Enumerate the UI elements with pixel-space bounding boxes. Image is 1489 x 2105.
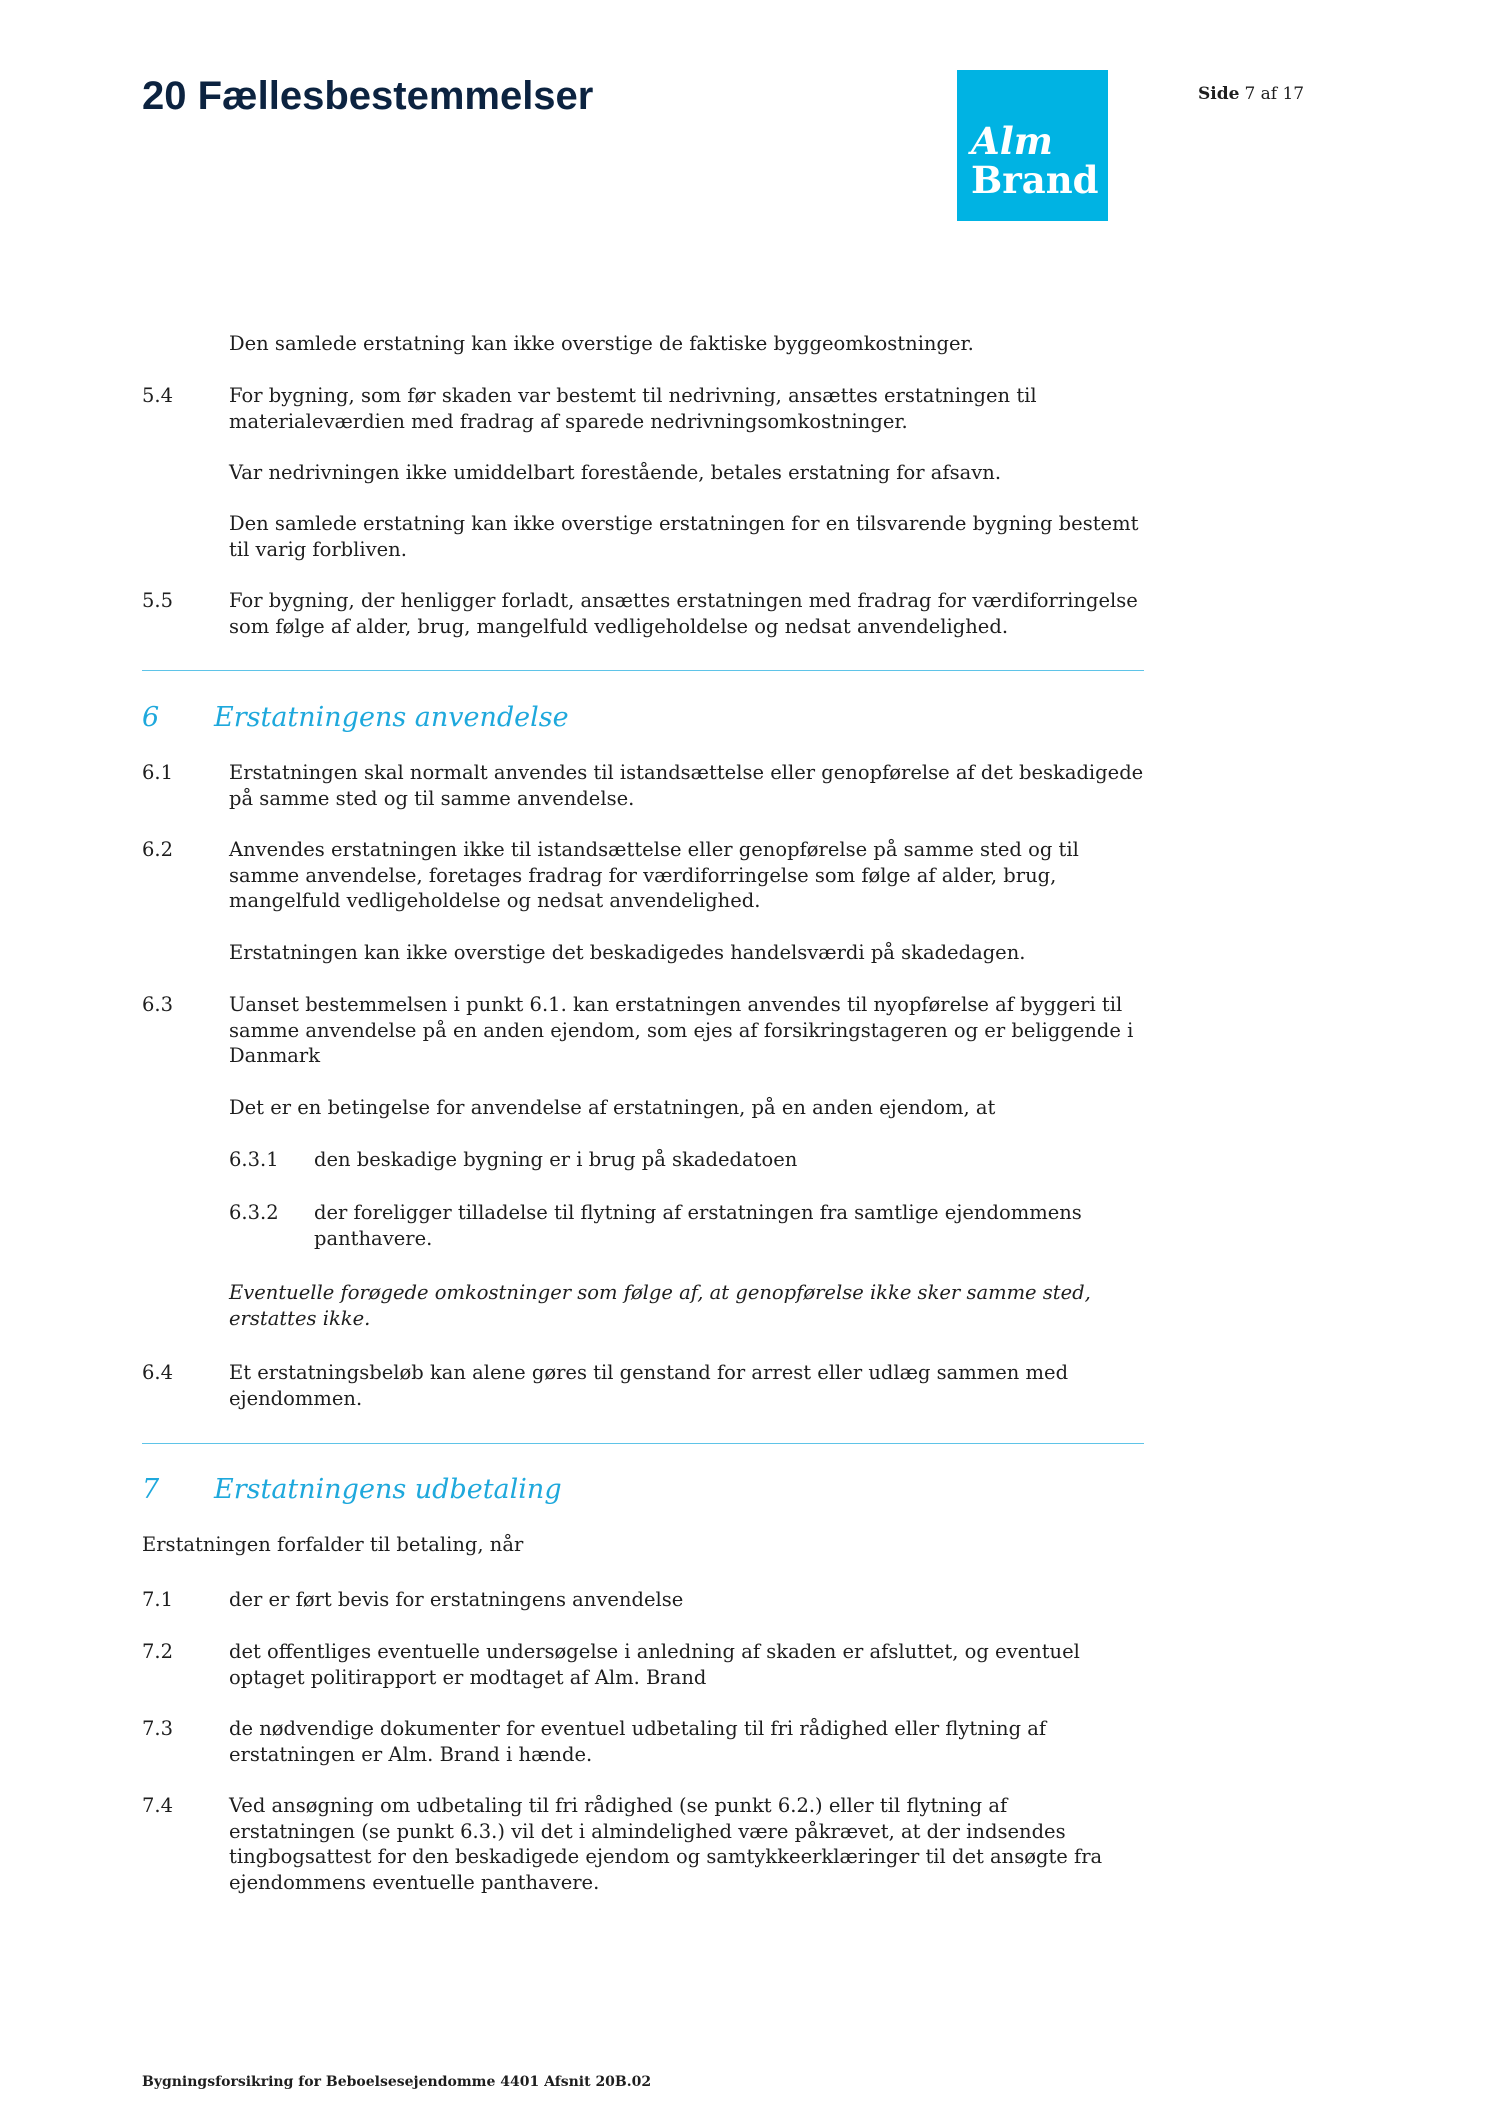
clause-text — [229, 1716, 1046, 1767]
clause-text — [229, 588, 1138, 639]
text-line: optaget politirapport er modtaget af Alm. Brand — [229, 1665, 707, 1689]
intro-text — [142, 1532, 523, 1558]
section-divider — [142, 670, 1144, 671]
clause-text — [229, 1587, 683, 1613]
text-line: mangelfuld vedligeholdelse og nedsat anvendelighed. — [229, 889, 761, 913]
subclause-number: 6.3.1 — [229, 1148, 279, 1171]
text-line: den beskadige bygning er i brug på skadedatoen — [314, 1148, 798, 1171]
text-line: ejendommen. — [229, 1386, 363, 1410]
text-line: Det er en betingelse for anvendelse af erstatningen, på en anden ejendom, at — [229, 1096, 996, 1119]
clause-text — [229, 1793, 1102, 1896]
clause-text — [229, 383, 1037, 434]
section-6-heading — [142, 700, 1142, 736]
alm-brand-logo — [957, 70, 1108, 221]
logo-text-brand: Brand — [971, 158, 1099, 202]
section-divider — [142, 1443, 1144, 1444]
logo-text-alm: Alm — [971, 119, 1053, 163]
clause-number: 6.4 — [142, 1361, 174, 1384]
subclause-text — [314, 1147, 797, 1173]
subclause-text — [314, 1200, 1082, 1251]
clause-text — [229, 1095, 995, 1121]
text-line: Var nedrivningen ikke umiddelbart forestående, betales erstatning for afsavn. — [229, 461, 1002, 484]
clause-number: 7.1 — [142, 1588, 174, 1611]
text-line: Erstatningen skal normalt anvendes til istandsættelse eller genopførelse af det beskadigede — [229, 761, 1144, 784]
page-number: 7 af 17 — [1244, 84, 1305, 104]
page-indicator — [1198, 83, 1304, 105]
text-line: Uanset bestemmelsen i punkt 6.1. kan erstatningen anvendes til nyopførelse af byggeri til — [229, 993, 1123, 1016]
section-title: Erstatningens anvendelse — [214, 702, 569, 733]
clause-text — [229, 760, 1143, 811]
text-line: ejendommens eventuelle panthavere. — [229, 1871, 600, 1895]
clause-text — [229, 940, 1025, 966]
text-line: samme anvendelse, foretages fradrag for værdiforringelse som følge af alder, brug, — [229, 863, 1057, 887]
text-line: Ved ansøgning om udbetaling til fri rådighed (se punkt 6.2.) eller til flytning af — [229, 1794, 1008, 1817]
text-line: på samme sted og til samme anvendelse. — [229, 786, 635, 810]
text-line: Den samlede erstatning kan ikke overstige erstatningen for en tilsvarende bygning bestemt — [229, 512, 1139, 535]
clause-number: 7.3 — [142, 1717, 174, 1740]
section-number: 7 — [142, 1474, 160, 1505]
clause-text — [229, 1360, 1068, 1411]
clause-text — [229, 511, 1138, 562]
text-line: det offentliges eventuelle undersøgelse i anledning af skaden er afsluttet, og eventuel — [229, 1640, 1080, 1663]
text-line: de nødvendige dokumenter for eventuel udbetaling til fri rådighed eller flytning af — [229, 1717, 1047, 1740]
text-line: der foreligger tilladelse til flytning af erstatningen fra samtlige ejendommens — [314, 1201, 1082, 1224]
clause-number: 7.2 — [142, 1640, 174, 1663]
clause-text — [229, 460, 1001, 486]
subclause-number: 6.3.2 — [229, 1201, 279, 1224]
clause-text — [229, 1639, 1080, 1690]
text-line: materialeværdien med fradrag af sparede nedrivningsomkostninger. — [229, 409, 908, 433]
page-title: 20 Fællesbestemmelser — [142, 74, 594, 118]
text-line: Erstatningen forfalder til betaling, når — [142, 1533, 524, 1556]
text-line: For bygning, der henligger forladt, ansættes erstatningen med fradrag for værdiforringelse — [229, 589, 1138, 612]
clause-number: 6.2 — [142, 838, 174, 861]
text-line: erstatningen (se punkt 6.3.) vil det i almindelighed være påkrævet, at der indsendes — [229, 1819, 1066, 1843]
clause-number: 6.1 — [142, 761, 174, 784]
text-line: Et erstatningsbeløb kan alene gøres til genstand for arrest eller udlæg sammen med — [229, 1361, 1069, 1384]
text-line: Anvendes erstatningen ikke til istandsættelse eller genopførelse på samme sted og til — [229, 838, 1079, 861]
clause-number: 7.4 — [142, 1794, 174, 1817]
text-line: erstatningen er Alm. Brand i hænde. — [229, 1742, 593, 1766]
text-line: erstattes ikke. — [229, 1306, 371, 1330]
page-footer: Bygningsforsikring for Beboelsesejendomme 4401 Afsnit 20B.02 — [142, 2074, 652, 2090]
clause-text — [229, 331, 974, 357]
text-line: tingbogsattest for den beskadigede ejendom og samtykkeerklæringer til det ansøgte fra — [229, 1845, 1103, 1869]
text-line: samme anvendelse på en anden ejendom, som ejes af forsikringstageren og er beliggende i — [229, 1018, 1134, 1042]
text-line: som følge af alder, brug, mangelfuld vedligeholdelse og nedsat anvendelighed. — [229, 614, 1009, 638]
page-label: Side — [1198, 84, 1240, 104]
text-line: panthavere. — [314, 1226, 433, 1250]
section-number: 6 — [142, 702, 160, 733]
section-7-heading — [142, 1472, 1142, 1508]
text-line: Danmark — [229, 1044, 321, 1068]
clause-text — [229, 837, 1079, 914]
clause-number: 5.4 — [142, 384, 174, 407]
text-line: Den samlede erstatning kan ikke overstige de faktiske byggeomkostninger. — [229, 332, 974, 355]
note-text — [229, 1280, 1091, 1331]
clause-text — [229, 992, 1133, 1069]
text-line: til varig forbliven. — [229, 537, 407, 561]
text-line: For bygning, som før skaden var bestemt til nedrivning, ansættes erstatningen til — [229, 384, 1037, 407]
clause-number: 5.5 — [142, 589, 174, 612]
text-line: der er ført bevis for erstatningens anvendelse — [229, 1588, 684, 1611]
text-line: Erstatningen kan ikke overstige det beskadigedes handelsværdi på skadedagen. — [229, 941, 1026, 964]
clause-number: 6.3 — [142, 993, 174, 1016]
text-line: Eventuelle forøgede omkostninger som følge af, at genopførelse ikke sker samme sted, — [229, 1281, 1091, 1304]
section-title: Erstatningens udbetaling — [214, 1474, 562, 1505]
